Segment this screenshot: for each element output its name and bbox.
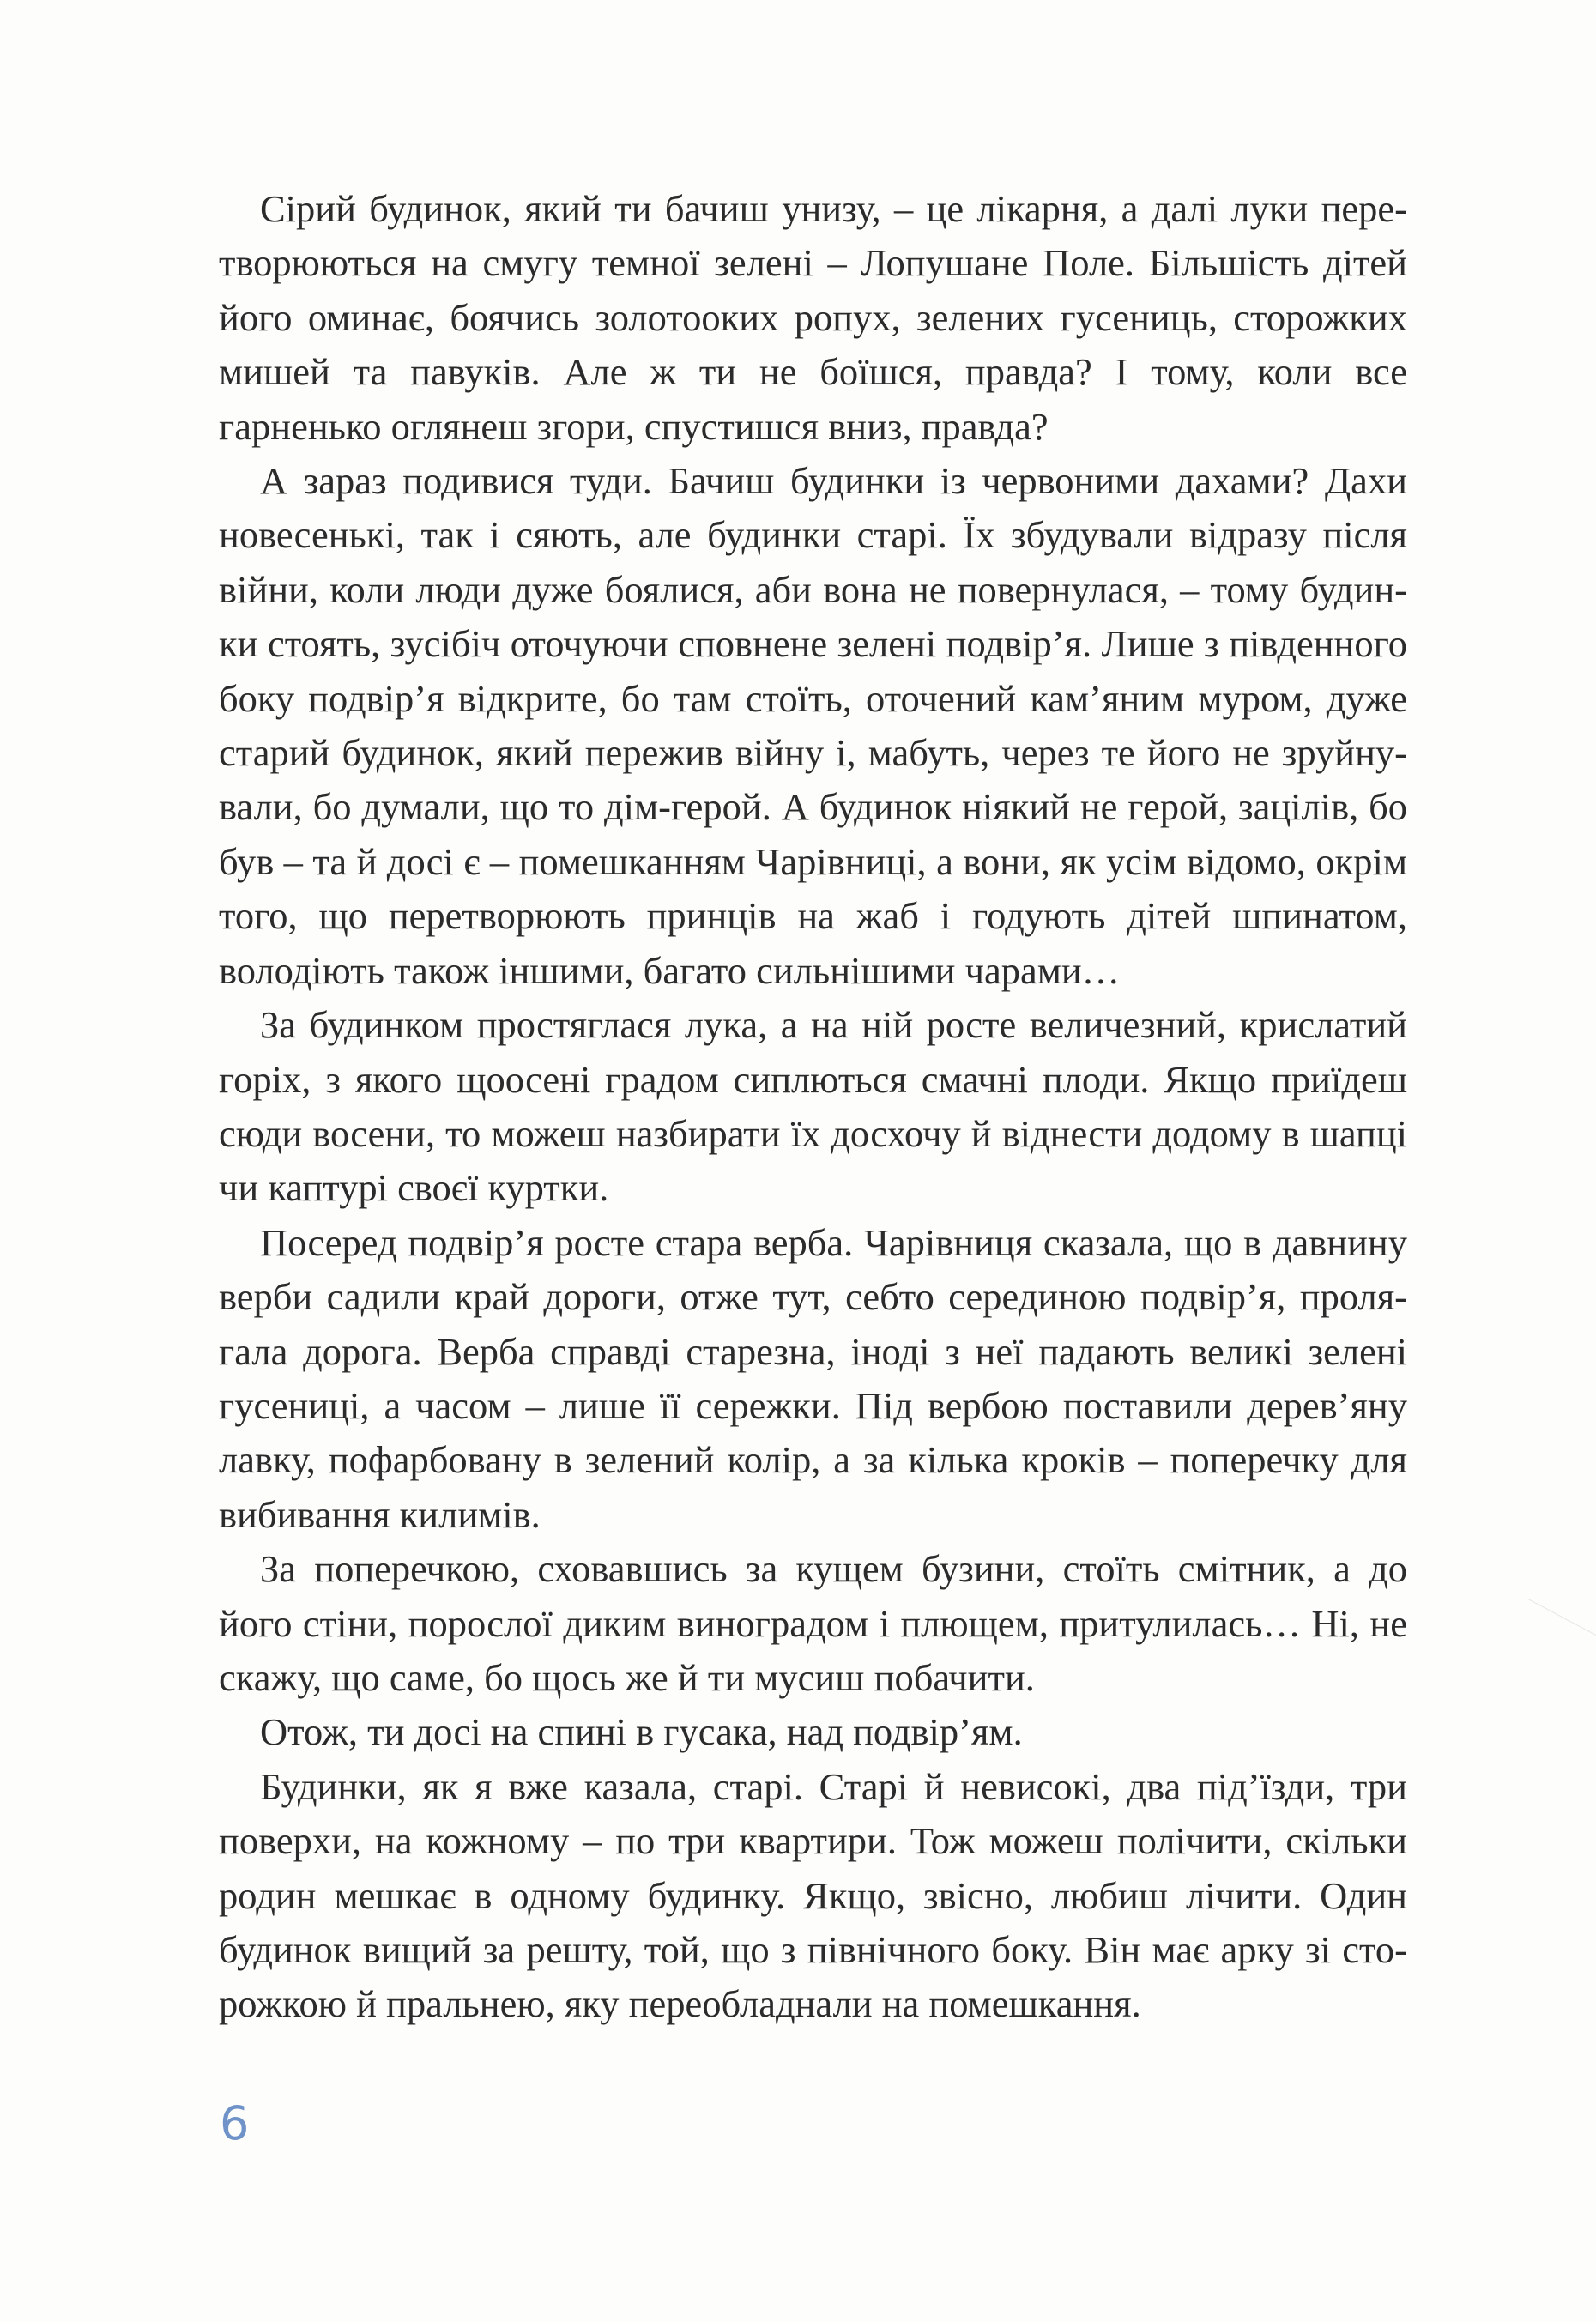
- body-text: [219, 182, 1407, 2032]
- paragraph: Будинки, як я вже казала, старі. Старі й невисокі, два під’їзди, три поверхи, на кожному – по три квартири. Тож можеш полічити, скільки родин мешкає в одному будинку. Якщо, звісно, любиш лічити. Один будинок вищий за решту, той, що з північного боку. Він має арку зі сторожкою й пральнею, яку переобладнали на помешкання.: [219, 1764, 1407, 2026]
- paper-crease: [1499, 1599, 1596, 1689]
- paragraph: Посеред подвір’я росте стара верба. Чарівниця сказала, що в давнину верби садили край дороги, отже тут, себто серединою подвір’я, пролягала дорога. Верба справді старезна, іноді з неї падають великі зелені гусениці, а часом – лише її сережки. Під вербою поставили дерев’яну лавку, пофарбовану в зелений колір, а за кілька кроків – поперечку для вибивання килимів.: [219, 1220, 1407, 1536]
- paragraph: За будинком простяглася лука, а на ній росте величезний, крислатий горіх, з якого щоосені градом сиплються смачні плоди. Якщо приїдеш сюди восени, то можеш назбирати їх досхочу й віднести додому в шапці чи каптурі своєї куртки.: [219, 1003, 1407, 1210]
- paragraph: Сірий будинок, який ти бачиш унизу, – це лікарня, а далі луки перетворюються на смугу темної зелені – Лопушане Поле. Більшість дітей його оминає, боячись золотооких ропух, зелених гусениць, сторожких мишей та павуків. Але ж ти не боїшся, правда? І тому, коли все гарненько оглянеш згори, спустишся вниз, правда?: [219, 187, 1407, 448]
- paragraph: А зараз подивися туди. Бачиш будинки із червоними дахами? Дахи новесенькі, так і сяють, але будинки старі. Їх збудували відразу після війни, коли люди дуже боялися, аби вона не повернулася, – тому будинки стоять, зусібіч оточуючи сповнене зелені подвір’я. Лише з південного боку подвір’я відкрите, бо там стоїть, оточений кам’яним муром, дуже старий будинок, який пережив війну і, мабуть, через те його не зруйнували, бо думали, що то дім-герой. А будинок ніякий не герой, зацілів, бо був – та й досі є – помешканням Чарівниці, а вони, як усім відомо, окрім того, що перетворюють принців на жаб і годують дітей шпинатом, володіють також іншими, багато сильнішими чарами…: [219, 459, 1407, 992]
- paragraph: Отож, ти досі на спині в гусака, над подвір’ям.: [260, 1710, 1023, 1754]
- paragraph: За поперечкою, сховавшись за кущем бузини, стоїть смітник, а до його стіни, порослої диким виноградом і плющем, притулилась… Ні, не скажу, що саме, бо щось же й ти мусиш побачити.: [219, 1547, 1407, 1699]
- page-number: 6: [220, 2096, 250, 2150]
